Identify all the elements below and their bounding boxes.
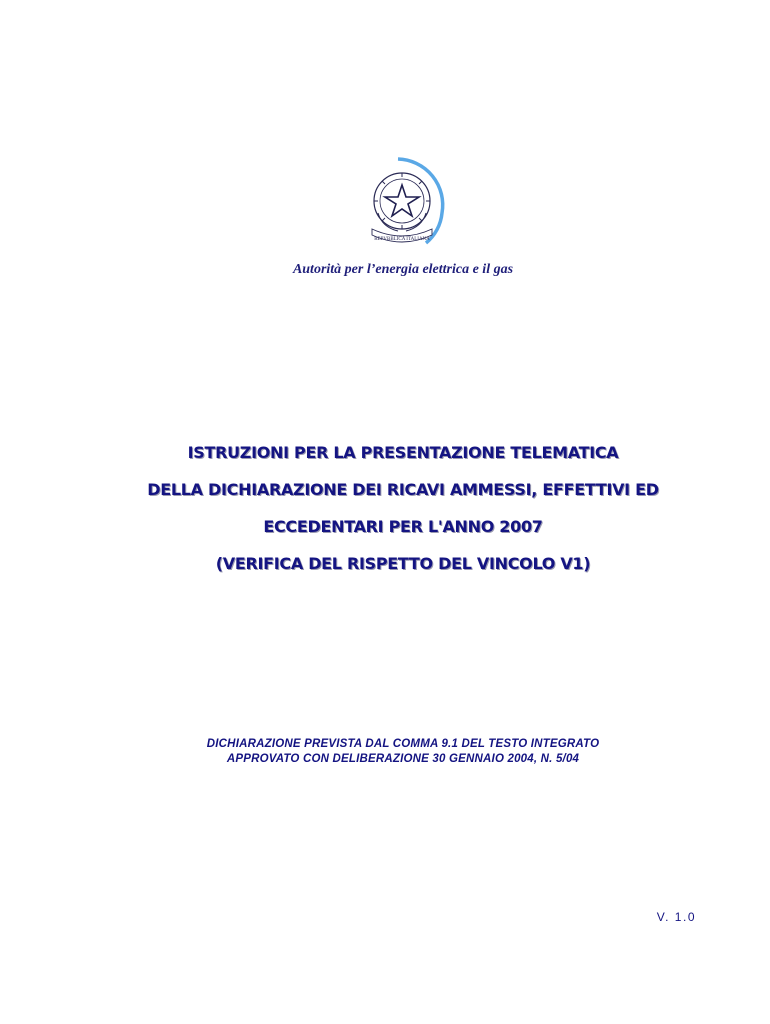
subtitle-line-2: APPROVATO CON DELIBERAZIONE 30 GENNAIO 2004, N. 5/04 (226, 753, 580, 765)
emblem-ribbon-text: REPVBBLICA ITALIANA (374, 237, 430, 242)
title-line-1: ISTRUZIONI PER LA PRESENTAZIONE TELEMATICA (187, 443, 619, 462)
document-title (0, 440, 770, 588)
version-label: V. 1.0 (656, 910, 696, 924)
authority-emblem-logo (342, 153, 462, 257)
document-subtitle (0, 737, 770, 767)
title-line-4: (VERIFICA DEL RISPETTO DEL VINCOLO V1) (215, 554, 591, 573)
title-line-2: DELLA DICHIARAZIONE DEI RICAVI AMMESSI, EFFETTIVI ED (147, 480, 659, 499)
subtitle-line-1: DICHIARAZIONE PREVISTA DAL COMMA 9.1 DEL TESTO INTEGRATO (206, 738, 600, 750)
emblem-icon (342, 153, 462, 257)
title-line-3: ECCEDENTARI PER L'ANNO 2007 (263, 517, 543, 536)
authority-name: Autorità per l’energia elettrica e il gas (292, 262, 514, 277)
